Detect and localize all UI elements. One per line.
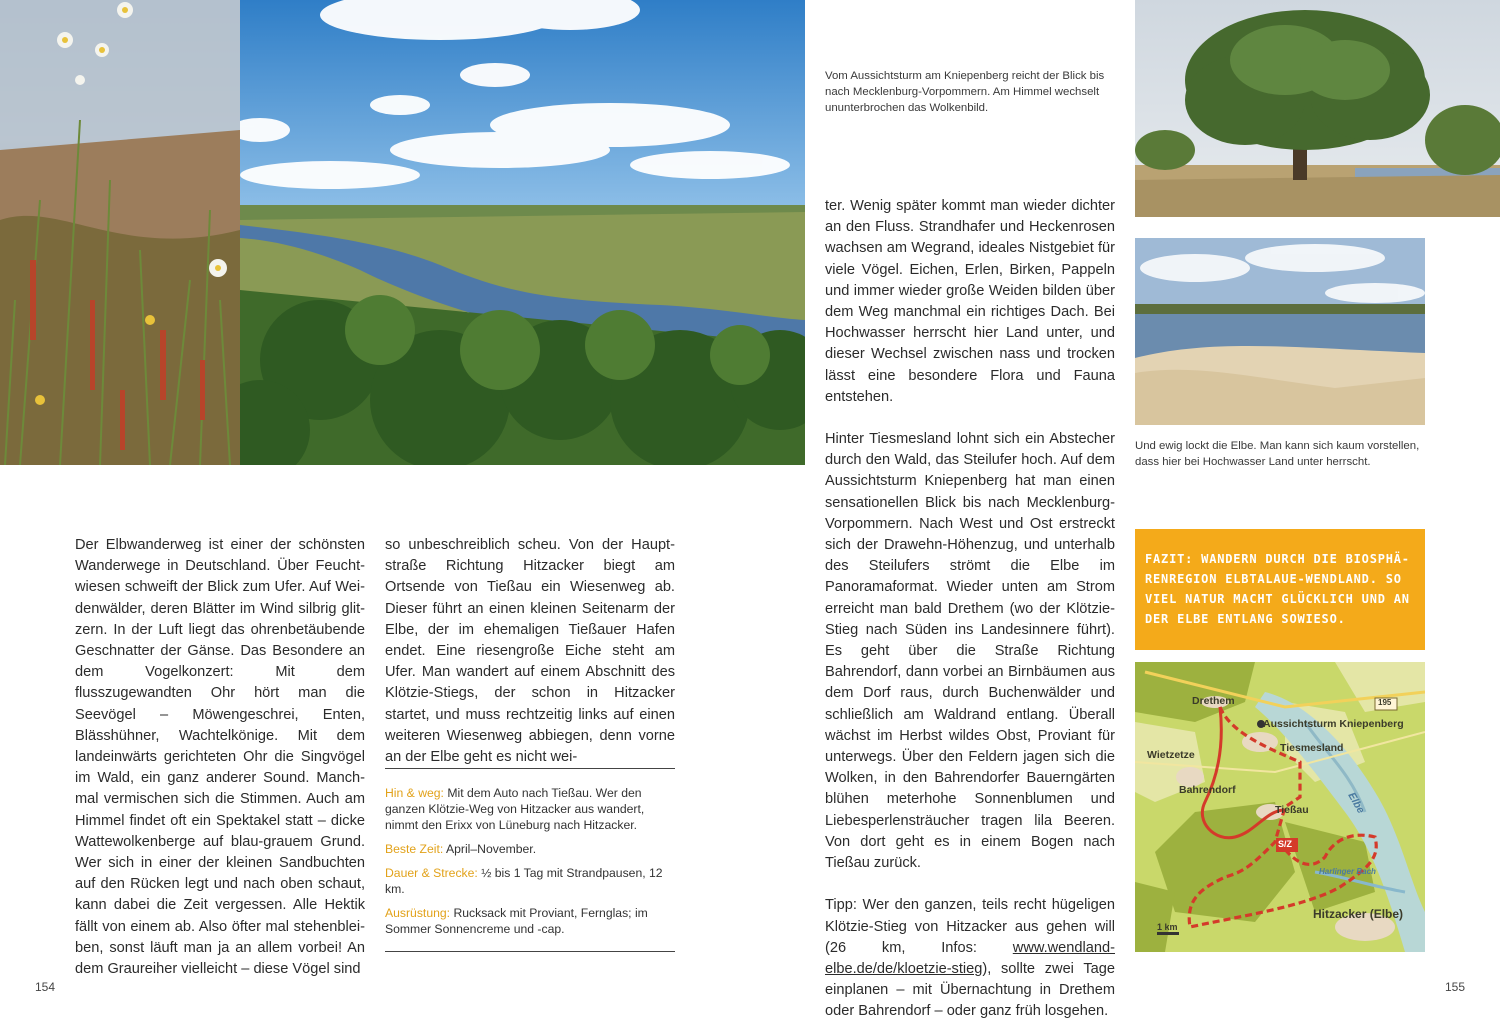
left-column-1 — [75, 535, 365, 980]
tip-text: ), sollte zwei Tage einplanen – mit Übernachtung in Drethem oder Bahrendorf – oder ganz früh losgehen. — [825, 960, 1115, 1020]
info-row-ausruestung — [385, 905, 675, 937]
map-label-hitzacker: Hitzacker (Elbe) — [1313, 907, 1404, 921]
info-row-dauer — [385, 865, 675, 897]
info-value: Mit dem Auto nach Tießau. Wer den ganzen Klötzie-Weg von Hitzacker aus wandert, nimmt den Erixx von Lüneburg nach Hitzacker. — [385, 786, 645, 832]
right-column — [825, 196, 1115, 1023]
elbe-panorama-photo — [240, 0, 805, 465]
caption-sandbank: Und ewig lockt die Elbe. Man kann sich kaum vorstellen, dass hier bei Hochwasser Land unter herrscht. — [1135, 440, 1420, 468]
info-key: Dauer & Strecke: — [385, 866, 478, 880]
info-value: April–November. — [445, 842, 537, 856]
info-row-zeit — [385, 841, 675, 857]
route-map — [1135, 662, 1425, 952]
info-value: ½ bis 1 Tag mit Strandpausen, 12 km. — [385, 866, 663, 896]
body-paragraph: Hinter Tiesmesland lohnt sich ein Abstecher durch den Wald, das Steilufer hoch. Auf dem Aussichtsturm Kniepenberg hat man einen sensationellen Blick bis nach Mecklenburg-Vorpommern. Nach West und Ost erstreckt sich der Drawehn-Höhenzug, und unterhalb des Steilufers strömt die Elbe im Panoramaformat. Wieder unten am Strom erreicht man bald Drethem (wo der Klötzie-Stieg nach Süden ins Landesinnere führt). Es geht über die Straße Richtung Bahrendorf, dann vorbei an Birnbäumen aus dem Dorf raus, durch Buchenwälder und schließlich am Waldrand entlang. Überall wächst im Herbst wildes Obst, Proviant für unterwegs. Über den Feldern jagen sich die Wolken, in den Bahrendorfer Bauerngärten blühen meterhohe Sonnenblumen und Liebesperlensträucher tragen lila Beeren. Von dort geht es in einem Bogen nach Tießau zurück. — [825, 431, 1115, 872]
map-label-scale: 1 km — [1157, 922, 1178, 932]
page-number-left: 154 — [35, 980, 56, 994]
map-label-turm: Aussichtsturm Kniepenberg — [1263, 718, 1404, 730]
map-label-road: 195 — [1378, 698, 1392, 707]
info-key: Hin & weg: — [385, 786, 444, 800]
map-label-start: S/Z — [1278, 839, 1293, 849]
caption-aussichtsturm: Vom Aussichtsturm am Kniepenberg reicht der Blick bis nach Mecklenburg-Vorpommern. Am Himmel wechselt ununterbrochen das Wolkenbild. — [825, 70, 1105, 114]
info-key: Beste Zeit: — [385, 842, 444, 856]
page-number-right: 155 — [1445, 980, 1466, 994]
info-value: Rucksack mit Proviant, Fernglas; im Sommer Sonnencreme und -cap. — [385, 906, 648, 936]
map-label-tiessau: Tießau — [1275, 804, 1309, 816]
map-label-wietzetze: Wietzetze — [1147, 749, 1195, 761]
fazit-box: FAZIT: WANDERN DURCH DIE BIOSPHÄRENREGION ELBTALAUE-WENDLAND. SO VIEL NATUR MACHT GLÜCKLICH UND AN DER ELBE ENTLANG SOWIESO. — [1135, 529, 1425, 650]
map-label-drethem: Drethem — [1192, 695, 1235, 707]
travel-info-box — [385, 768, 675, 952]
wendland-link[interactable]: www.wendland-elbe.de/de/kloetzie-stieg — [825, 939, 1115, 977]
tip-text: Tipp: Wer den ganzen, teils recht hügeligen Klötzie-Stieg von Hitzacker aus gehen will (26 km, Infos: — [825, 897, 1115, 956]
flowers-photo — [0, 0, 240, 465]
tip-paragraph — [825, 895, 1115, 1022]
body-paragraph: so unbeschreiblich scheu. Von der Hauptstraße Richtung Hitzacker biegt am Ortsende von Tießau ein Wiesenweg ab. Dieser führt an einen kleinen Seitenarm der Elbe, der im ehemaligen Tießauer Hafen endet. Eine riesengroße Eiche steht am Ufer. Man wandert auf einem Abschnitt des Klötzie-Stiegs, der schon in Hitzacker startet, und muss rechtzeitig links auf einen weiteren Wiesenweg abbiegen, denn vorne an der Elbe geht es nicht wei- — [385, 537, 675, 766]
info-key: Ausrüstung: — [385, 906, 451, 920]
map-label-bach: Harlinger Bach — [1319, 867, 1376, 876]
sandbank-photo — [1135, 238, 1425, 425]
body-paragraph: Der Elbwanderweg ist einer der schönsten Wanderwege in Deutschland. Über Feuchtwiesen schweift der Blick zum Ufer. Auf Weidenwälder, deren Blätter im Wind silbrig glitzern. In der Luft liegt das ohrenbetäubende Geschnatter der Gänse. Das Besondere an dem Vogelkonzert: Mit dem flusszugewandten Ohr hört man die Seevögel – Möwengeschrei, Enten, Blässhühner, Wachtelkönige. Mit dem landeinwärts gerichteten Ohr die Singvögel im Wald, ein ganz anderer Sound. Manchmal vermischen sich die Stimmen. Auch am Himmel findet oft ein Spektakel statt – dicke Wattewolkenberge auf blau-grauem Grund. Wer sich in einer der kleinen Sandbuchten auf den Rücken legt und nach oben schaut, kann dabei die Zeit vergessen. Alle Hektik fällt von einem ab. Also öfter mal stehenbleiben, sonst läuft man ja an allem vorbei! An dem Graureiher vielleicht – diese Vögel sind — [75, 537, 365, 978]
map-label-elbe: Elbe — [1345, 790, 1367, 816]
body-paragraph: ter. Wenig später kommt man wieder dichter an den Fluss. Strandhafer und Heckenrosen wachsen am Wegrand, ideales Nistgebiet für viele Vögel. Eichen, Erlen, Birken, Pappeln und immer wieder große Weiden bilden über dem Weg manchmal ein richtiges Dach. Bei Hochwasser herrscht hier Land unter, und dieser Wechsel zwischen nass und trocken lässt eine besondere Flora und Fauna entstehen. — [825, 198, 1115, 405]
info-row-hin — [385, 785, 675, 833]
map-label-tiesmesland: Tiesmesland — [1280, 742, 1344, 754]
map-label-bahrendorf: Bahrendorf — [1179, 784, 1236, 796]
left-column-2 — [385, 535, 675, 768]
oak-tree-photo — [1135, 0, 1500, 217]
